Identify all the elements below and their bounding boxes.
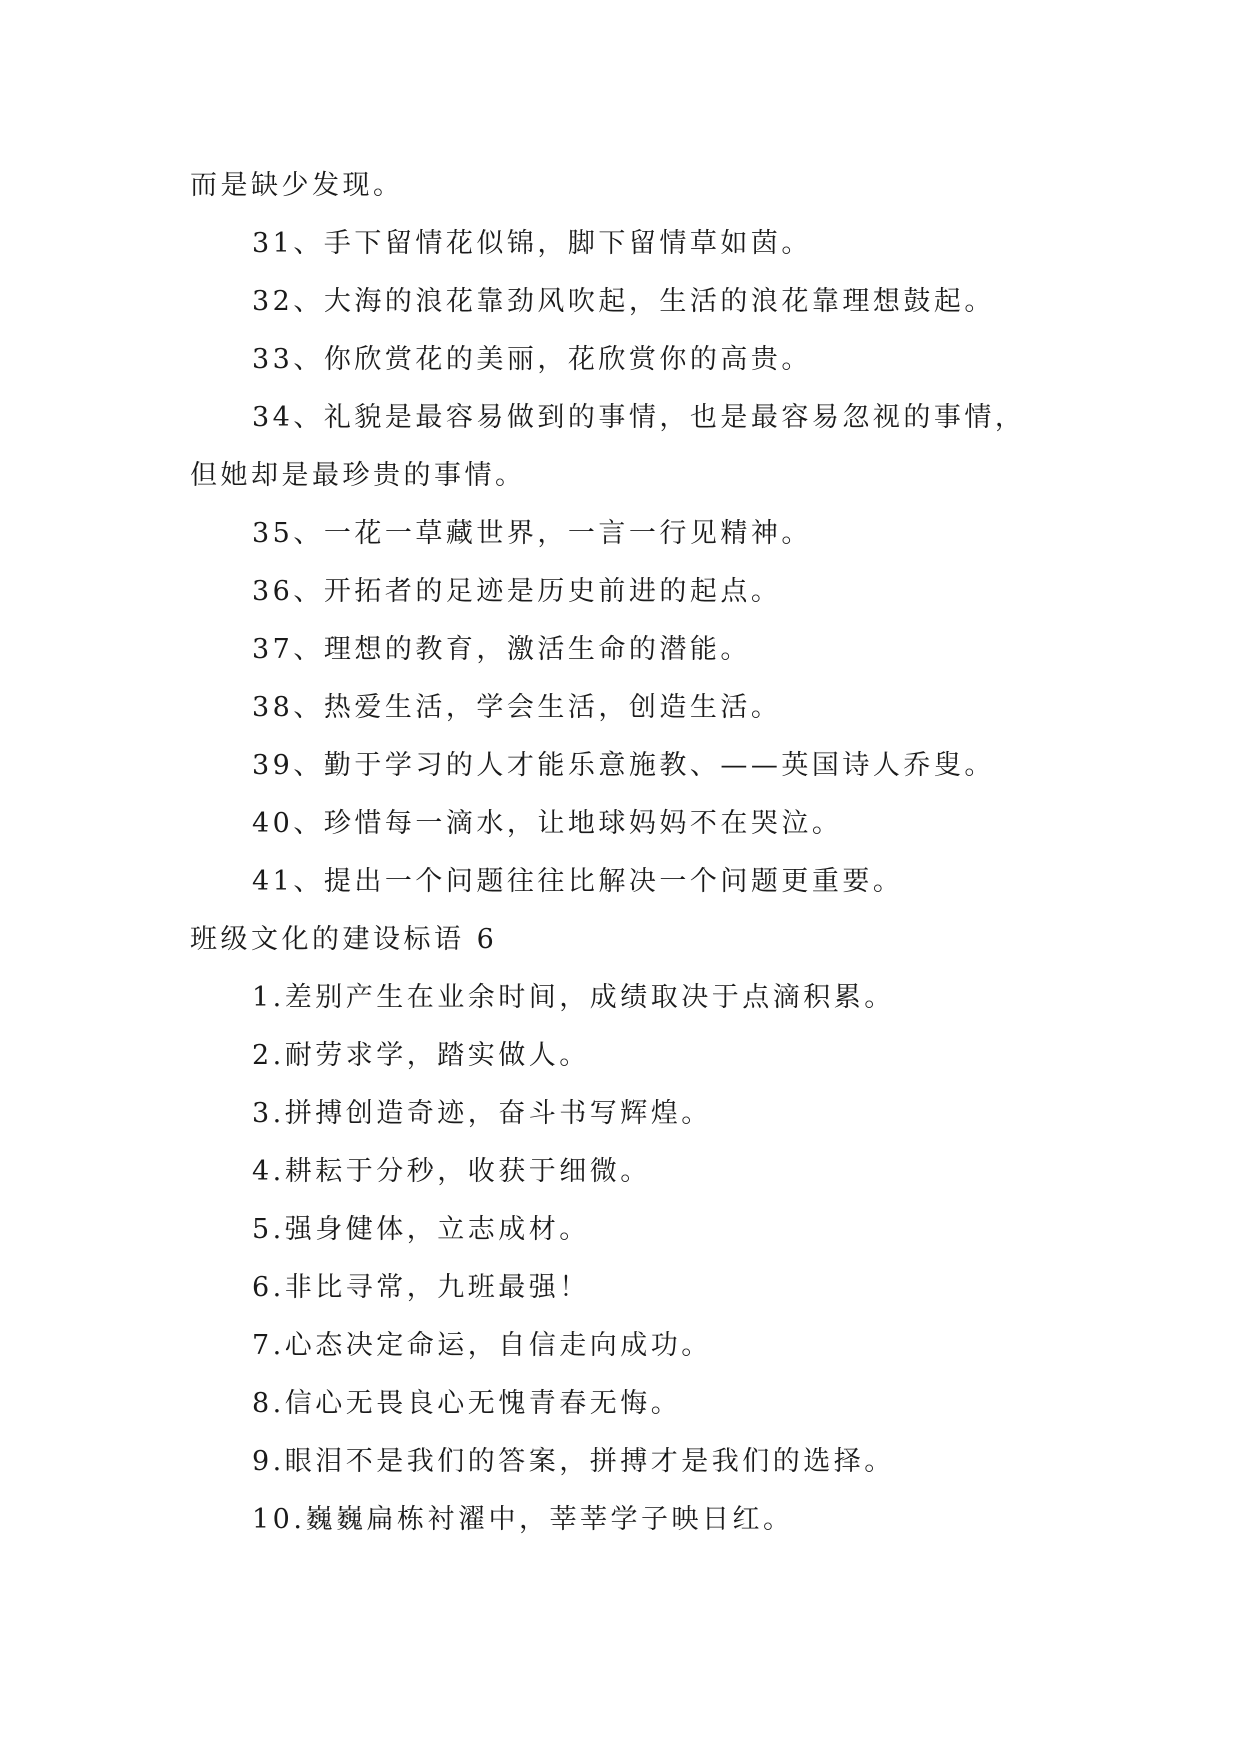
text-line: 2.耐劳求学，踏实做人。 [252, 1040, 590, 1071]
text-line: 10.巍巍扁栋衬濯中，莘莘学子映日红。 [252, 1504, 794, 1535]
text-line: 37、理想的教育，激活生命的潜能。 [252, 634, 751, 665]
text-line: 4.耕耘于分秒，收获于细微。 [252, 1156, 651, 1187]
text-line: 6.非比寻常，九班最强！ [252, 1272, 590, 1303]
section-heading: 班级文化的建设标语 6 [190, 924, 498, 955]
text-line: 8.信心无畏良心无愧青春无悔。 [252, 1388, 682, 1419]
text-line: 38、热爱生活，学会生活，创造生活。 [252, 692, 782, 723]
text-line: 9.眼泪不是我们的答案，拼搏才是我们的选择。 [252, 1446, 895, 1477]
text-line: 32、大海的浪花靠劲风吹起，生活的浪花靠理想鼓起。 [252, 286, 995, 317]
text-line: 但她却是最珍贵的事情。 [190, 460, 526, 491]
text-line: 40、珍惜每一滴水，让地球妈妈不在哭泣。 [252, 808, 843, 839]
text-line: 7.心态决定命运，自信走向成功。 [252, 1330, 712, 1361]
text-line: 31、手下留情花似锦，脚下留情草如茵。 [252, 228, 812, 259]
text-line: 41、提出一个问题往往比解决一个问题更重要。 [252, 866, 904, 897]
text-line: 而是缺少发现。 [190, 170, 404, 201]
text-line: 5.强身健体，立志成材。 [252, 1214, 590, 1245]
text-line: 35、一花一草藏世界，一言一行见精神。 [252, 518, 812, 549]
text-line: 1.差别产生在业余时间，成绩取决于点滴积累。 [252, 982, 895, 1013]
text-line: 34、礼貌是最容易做到的事情，也是最容易忽视的事情， [252, 402, 1026, 433]
text-line: 36、开拓者的足迹是历史前进的起点。 [252, 576, 782, 607]
text-line: 33、你欣赏花的美丽，花欣赏你的高贵。 [252, 344, 812, 375]
text-line: 39、勤于学习的人才能乐意施教、——英国诗人乔叟。 [252, 750, 995, 781]
text-line: 3.拼搏创造奇迹，奋斗书写辉煌。 [252, 1098, 712, 1129]
